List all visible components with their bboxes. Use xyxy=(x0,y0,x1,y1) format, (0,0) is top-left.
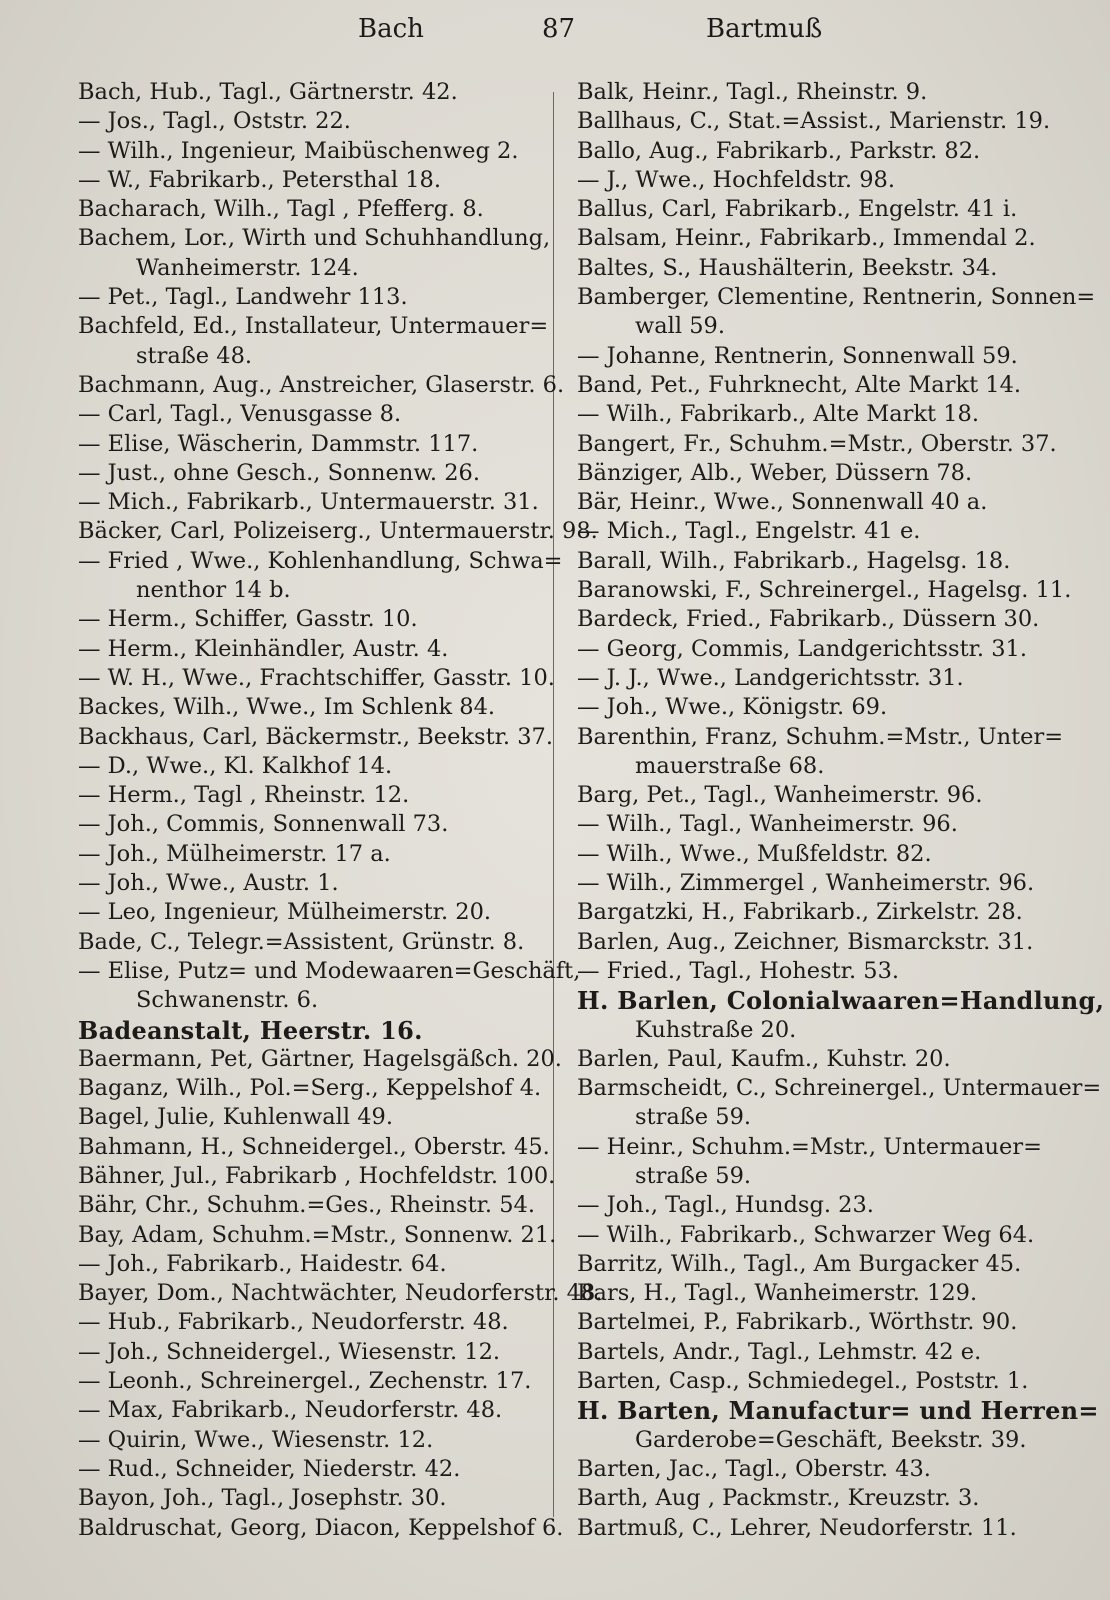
directory-entry: Barenthin, Franz, Schuhm.=Mstr., Unter= xyxy=(577,723,1064,750)
directory-entry: — Joh., Fabrikarb., Haidestr. 64. xyxy=(78,1250,447,1277)
directory-entry: — Mich., Tagl., Engelstr. 41 e. xyxy=(577,518,921,545)
directory-entry: — D., Wwe., Kl. Kalkhof 14. xyxy=(78,752,393,779)
directory-entry: — Joh., Schneidergel., Wiesenstr. 12. xyxy=(78,1338,501,1365)
directory-entry: Bartmuß, C., Lehrer, Neudorferstr. 11. xyxy=(577,1514,1017,1541)
directory-entry: Bagel, Julie, Kuhlenwall 49. xyxy=(78,1104,393,1131)
directory-entry: — Wilh., Tagl., Wanheimerstr. 96. xyxy=(577,811,958,838)
directory-entry: — Joh., Wwe., Austr. 1. xyxy=(78,870,339,897)
directory-entry: — Wilh., Wwe., Mußfeldstr. 82. xyxy=(577,840,932,867)
directory-entry: straße 59. xyxy=(635,1162,752,1189)
directory-entry: — J. J., Wwe., Landgerichtsstr. 31. xyxy=(577,664,964,691)
directory-entry: — Herm., Tagl , Rheinstr. 12. xyxy=(78,782,410,809)
directory-entry: — Elise, Wäscherin, Dammstr. 117. xyxy=(78,430,479,457)
left-column xyxy=(78,78,603,1543)
directory-entry: Barall, Wilh., Fabrikarb., Hagelsg. 18. xyxy=(577,547,1011,574)
directory-entry: straße 48. xyxy=(136,342,253,369)
directory-entry: — Elise, Putz= und Modewaaren=Geschäft, xyxy=(78,957,581,984)
directory-entry: — Fried , Wwe., Kohlenhandlung, Schwa= xyxy=(78,547,563,574)
directory-entry: H. Barlen, Colonialwaaren=Handlung, xyxy=(577,986,1105,1016)
directory-entry: Bamberger, Clementine, Rentnerin, Sonnen= xyxy=(577,284,1096,311)
directory-entry: Backhaus, Carl, Bäckermstr., Beekstr. 37. xyxy=(78,723,553,750)
directory-entry: Badeanstalt, Heerstr. 16. xyxy=(78,1015,423,1045)
directory-entry: Bär, Heinr., Wwe., Sonnenwall 40 a. xyxy=(577,489,988,516)
directory-entry: — Leo, Ingenieur, Mülheimerstr. 20. xyxy=(78,899,492,926)
directory-entry: Garderobe=Geschäft, Beekstr. 39. xyxy=(635,1426,1027,1453)
directory-entry: Wanheimerstr. 124. xyxy=(136,254,359,281)
directory-entry: Bardeck, Fried., Fabrikarb., Düssern 30. xyxy=(577,606,1040,633)
directory-entry: Baranowski, F., Schreinergel., Hagelsg. 11. xyxy=(577,577,1072,604)
directory-entry: Barth, Aug , Packmstr., Kreuzstr. 3. xyxy=(577,1485,980,1512)
directory-entry: Baganz, Wilh., Pol.=Serg., Keppelshof 4. xyxy=(78,1075,542,1102)
directory-entry: Backes, Wilh., Wwe., Im Schlenk 84. xyxy=(78,694,496,721)
directory-entry: — Herm., Kleinhändler, Austr. 4. xyxy=(78,635,449,662)
directory-entry: Barritz, Wilh., Tagl., Am Burgacker 45. xyxy=(577,1250,1022,1277)
directory-entry: Ballus, Carl, Fabrikarb., Engelstr. 41 i. xyxy=(577,196,1018,223)
directory-entry: wall 59. xyxy=(635,313,725,340)
directory-entry: — J., Wwe., Hochfeldstr. 98. xyxy=(577,166,895,193)
directory-entry: — Wilh., Fabrikarb., Schwarzer Weg 64. xyxy=(577,1221,1035,1248)
directory-entry: Bayon, Joh., Tagl., Josephstr. 30. xyxy=(78,1485,447,1512)
directory-entry: Bach, Hub., Tagl., Gärtnerstr. 42. xyxy=(78,79,458,105)
directory-entry: — Carl, Tagl., Venusgasse 8. xyxy=(78,401,402,428)
directory-entry: Bänziger, Alb., Weber, Düssern 78. xyxy=(577,459,973,486)
directory-entry: Barmscheidt, C., Schreinergel., Untermauer= xyxy=(577,1075,1102,1102)
directory-entry: Baltes, S., Haushälterin, Beekstr. 34. xyxy=(577,254,998,281)
directory-entry: — Joh., Mülheimerstr. 17 a. xyxy=(78,840,391,867)
directory-entry: — Quirin, Wwe., Wiesenstr. 12. xyxy=(78,1426,434,1453)
directory-entry: — Mich., Fabrikarb., Untermauerstr. 31. xyxy=(78,489,539,516)
directory-entry: Bangert, Fr., Schuhm.=Mstr., Oberstr. 37. xyxy=(577,430,1057,457)
directory-entry: Ballhaus, C., Stat.=Assist., Marienstr. 19. xyxy=(577,108,1051,135)
directory-entry: — Wilh., Zimmergel , Wanheimerstr. 96. xyxy=(577,870,1035,897)
directory-entry: — Just., ohne Gesch., Sonnenw. 26. xyxy=(78,459,481,486)
directory-entry: — Johanne, Rentnerin, Sonnenwall 59. xyxy=(577,342,1018,369)
directory-entry: Bahmann, H., Schneidergel., Oberstr. 45. xyxy=(78,1133,550,1160)
directory-entry: Bade, C., Telegr.=Assistent, Grünstr. 8. xyxy=(78,928,525,955)
directory-entry: — Leonh., Schreinergel., Zechenstr. 17. xyxy=(78,1368,532,1395)
directory-entry: Bartelmei, P., Fabrikarb., Wörthstr. 90. xyxy=(577,1309,1018,1336)
page-header xyxy=(0,14,1110,54)
directory-entry: Bachem, Lor., Wirth und Schuhhandlung, xyxy=(78,225,551,252)
directory-entry: — Georg, Commis, Landgerichtsstr. 31. xyxy=(577,635,1027,662)
right-column xyxy=(577,78,1105,1543)
directory-entry: — Pet., Tagl., Landwehr 113. xyxy=(78,284,408,311)
directory-entry: Bähner, Jul., Fabrikarb , Hochfeldstr. 100. xyxy=(78,1162,556,1189)
directory-entry: — Wilh., Fabrikarb., Alte Markt 18. xyxy=(577,401,980,428)
directory-entry: straße 59. xyxy=(635,1104,752,1131)
directory-entry: Bargatzki, H., Fabrikarb., Zirkelstr. 28. xyxy=(577,899,1023,926)
directory-entry: Bayer, Dom., Nachtwächter, Neudorferstr. 48. xyxy=(78,1280,603,1307)
directory-entry: Barten, Jac., Tagl., Oberstr. 43. xyxy=(577,1455,931,1482)
directory-entry: — Herm., Schiffer, Gasstr. 10. xyxy=(78,606,418,633)
directory-entry: Baldruschat, Georg, Diacon, Keppelshof 6. xyxy=(78,1514,564,1541)
directory-entry: nenthor 14 b. xyxy=(136,577,291,604)
directory-entry: Bähr, Chr., Schuhm.=Ges., Rheinstr. 54. xyxy=(78,1192,535,1219)
directory-entry: Kuhstraße 20. xyxy=(635,1016,797,1043)
directory-entry: Barlen, Aug., Zeichner, Bismarckstr. 31. xyxy=(577,928,1034,955)
directory-entry: Bäcker, Carl, Polizeiserg., Untermauerstr. 98. xyxy=(78,518,598,545)
header-first-name: Bach xyxy=(358,14,424,44)
directory-entry: — Fried., Tagl., Hohestr. 53. xyxy=(577,957,900,984)
directory-entry: Baermann, Pet, Gärtner, Hagelsgäßch. 20. xyxy=(78,1045,562,1072)
directory-entry: — Max, Fabrikarb., Neudorferstr. 48. xyxy=(78,1397,503,1424)
directory-entry: Bartels, Andr., Tagl., Lehmstr. 42 e. xyxy=(577,1338,982,1365)
directory-entry: Bachfeld, Ed., Installateur, Untermauer= xyxy=(78,313,549,340)
directory-entry: Barg, Pet., Tagl., Wanheimerstr. 96. xyxy=(577,782,983,809)
page-number: 87 xyxy=(542,14,576,44)
directory-entry: Bachmann, Aug., Anstreicher, Glaserstr. 6. xyxy=(78,371,565,398)
directory-entry: Bay, Adam, Schuhm.=Mstr., Sonnenw. 21. xyxy=(78,1221,557,1248)
directory-entry: — Joh., Commis, Sonnenwall 73. xyxy=(78,811,449,838)
directory-entry: — Hub., Fabrikarb., Neudorferstr. 48. xyxy=(78,1309,509,1336)
directory-entry: — Joh., Tagl., Hundsg. 23. xyxy=(577,1192,874,1219)
directory-entry: Bacharach, Wilh., Tagl , Pfefferg. 8. xyxy=(78,196,484,223)
directory-entry: — Heinr., Schuhm.=Mstr., Untermauer= xyxy=(577,1133,1042,1160)
directory-entry: Balsam, Heinr., Fabrikarb., Immendal 2. xyxy=(577,225,1036,252)
directory-entry: Band, Pet., Fuhrknecht, Alte Markt 14. xyxy=(577,371,1022,398)
directory-entry: Barten, Casp., Schmiedegel., Poststr. 1. xyxy=(577,1368,1029,1395)
directory-entry: Bars, H., Tagl., Wanheimerstr. 129. xyxy=(577,1280,978,1307)
directory-entry: — Rud., Schneider, Niederstr. 42. xyxy=(78,1455,461,1482)
directory-entry: — Wilh., Ingenieur, Maibüschenweg 2. xyxy=(78,137,519,164)
directory-entry: — Joh., Wwe., Königstr. 69. xyxy=(577,694,888,721)
directory-entry: Balk, Heinr., Tagl., Rheinstr. 9. xyxy=(577,79,928,105)
directory-entry: Barlen, Paul, Kaufm., Kuhstr. 20. xyxy=(577,1045,951,1072)
header-last-name: Bartmuß xyxy=(706,14,823,44)
directory-entry: H. Barten, Manufactur= und Herren= xyxy=(577,1396,1099,1426)
directory-entry: — W., Fabrikarb., Petersthal 18. xyxy=(78,166,441,193)
directory-entry: Schwanenstr. 6. xyxy=(136,987,319,1014)
directory-entry: Ballo, Aug., Fabrikarb., Parkstr. 82. xyxy=(577,137,981,164)
directory-entry: mauerstraße 68. xyxy=(635,752,825,779)
directory-entry: — Jos., Tagl., Oststr. 22. xyxy=(78,108,351,135)
directory-entry: — W. H., Wwe., Frachtschiffer, Gasstr. 10. xyxy=(78,664,555,691)
